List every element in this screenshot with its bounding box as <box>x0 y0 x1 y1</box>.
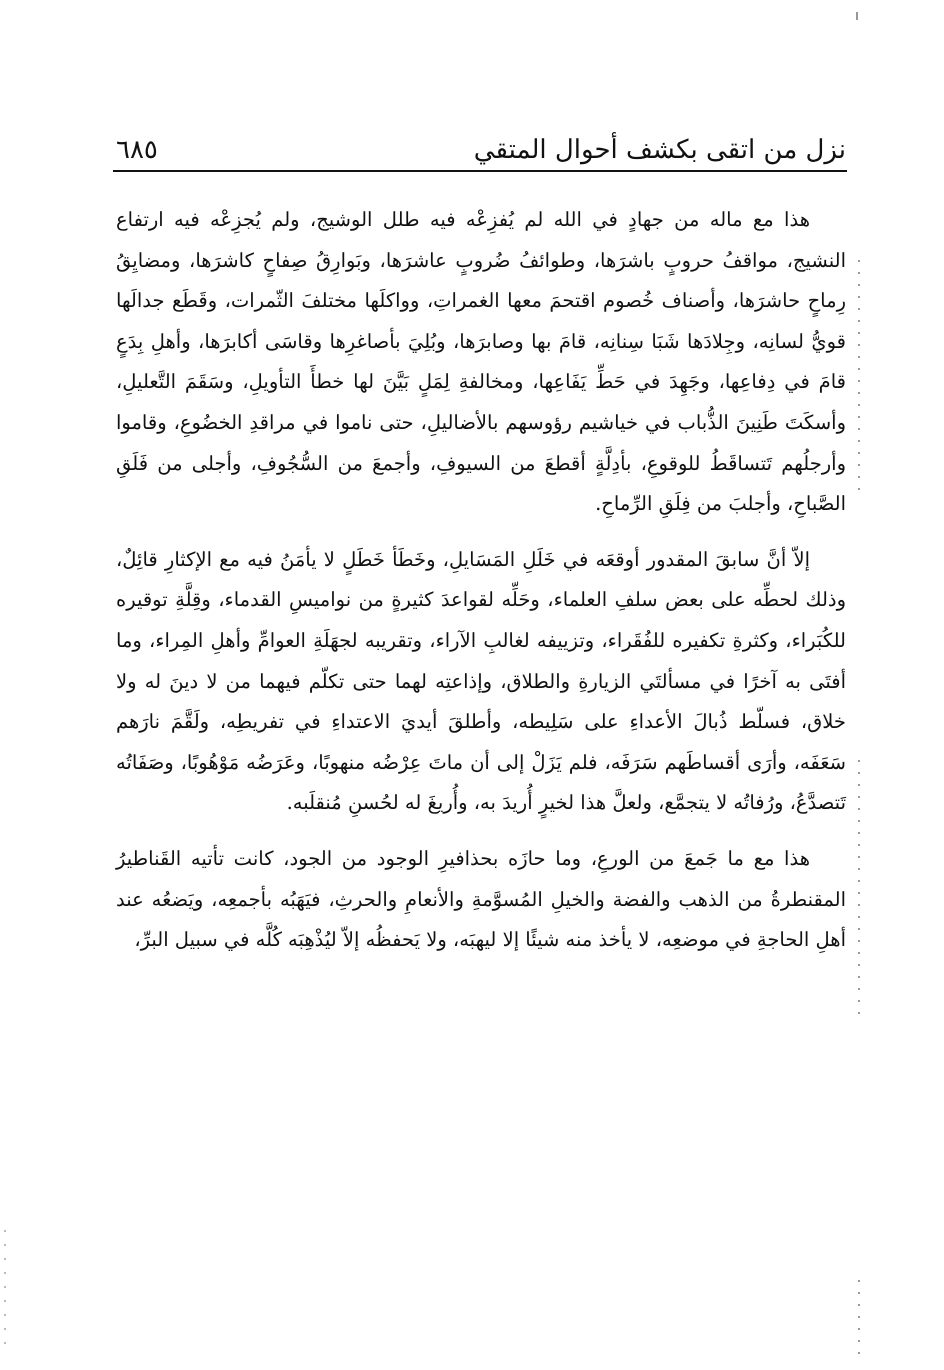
header-rule <box>113 170 847 172</box>
page-number: ٦٨٥ <box>116 135 158 165</box>
margin-dots <box>858 1280 860 1360</box>
scan-mark-top <box>856 12 858 20</box>
margin-dots <box>858 260 860 500</box>
paragraph: هذا مع ما جَمعَ من الورعِ، وما حازَه بحذافيرِ الوجود من الجود، كانت تأتيه القَناطيرُ المقنطرةُ من الذهب والفضة والخيلِ المُسوَّمةِ والأنعامِ والحرثِ، فيَهَبُه بأجمعِه، ويَضعُه عند أهلِ الحاجةِ في موضعِه، لا يأخذ منه شيئًا إلا ليهبَه، ولا يَحفظُه إلاّ ليُذْهِبَه كُلَّه في سبيل البرِّ، <box>116 846 846 952</box>
margin-dots <box>858 760 860 1020</box>
paragraph: إلاّ أنَّ سابقَ المقدور أوقعَه في خَلَلِ المَسَايلِ، وخَطَأ خَطَلٍ لا يأمَنُ فيه مع الإكثارِ قائِلٌ، وذلك لحطِّه على بعض سلفِ العلماء، وحَلِّه لقواعدَ كثيرةٍ من نواميسِ القدماء، وقِلَّةِ توقيره للكُبَراء، وكثرةِ تكفيره للفُقَراء، وتزييفه لغالبِ الآراء، وتقريبه لجهَلَةِ العوامِّ وأهلِ المِراء، وما أفتَى به آخرًا في مسألتَي الزيارةِ والطلاق، وإذاعتِه لهما حتى تكلّم فيهما من لا دينَ له ولا خلاق، فسلّط ذُبالَ الأعداءِ على سَلِيطه، وأطلقَ أيديَ الاعتداءِ في تفريطِه، ولَقَّمَ نارَهم سَعَفَه، وأرَى أقساطَهم سَرَفَه، فلم يَزَلْ إلى أن ماتَ عِرْضُه منهوبًا، وعَرَضُه مَوْهُوبًا، وصَفَاتُه تَتصدَّعُ، ورُفاتُه لا يتجمَّع، ولعلَّ هذا لخيرٍ أُريدَ به، وأُريغَ له لحُسنِ مُنقلَبه. <box>116 547 846 815</box>
paragraph: هذا مع ماله من جهادٍ في الله لم يُفزِعْه فيه طلل الوشيج، ولم يُجزِعْه فيه ارتفاع النشيج، مواقفُ حروبٍ باشرَها، وطوائفُ ضُروبٍ عاشرَها، وبَوارِقُ صِفاحٍ كاشرَها، ومضايِقُ رِماحٍ حاشرَها، وأصناف خُصوم اقتحمَ معها الغمراتِ، وواكلَها مختلفَ الثّمرات، وقَطَع جدالَها قويُّ لسانِه، وجِلادَها شَبَا سِنانِه، قامَ بها وصابرَها، وبُلِيَ بأصاغرِها وقاسَى أكابرَها، وأهلِ بِدَعٍ قامَ في دِفاعِها، وجَهِدَ في حَطِّ يَفَاعِها، ومخالفةِ لِمَلٍ بَيَّنَ لها خطأَ التأويلِ، وسَقَمَ التَّعليلِ، وأسكَتَ طَنِينَ الذُّباب في خياشيم رؤوسهم بالأضاليلِ، حتى ناموا في مراقدِ الخضُوعِ، وقاموا وأرجلُهم تَتساقَطُ للوقوعِ، بأدِلَّةٍ أقطعَ من السيوفِ، وأجمعَ من السُّجُوفِ، وأجلى من فَلَقِ الصَّباحِ، وأجلبَ من فِلَقِ الرِّماحِ. <box>116 208 846 516</box>
running-header <box>116 128 846 168</box>
scan-edge-dots <box>4 1230 6 1350</box>
body-text <box>116 200 846 961</box>
running-title: نزل من اتقى بكشف أحوال المتقي <box>473 135 846 165</box>
